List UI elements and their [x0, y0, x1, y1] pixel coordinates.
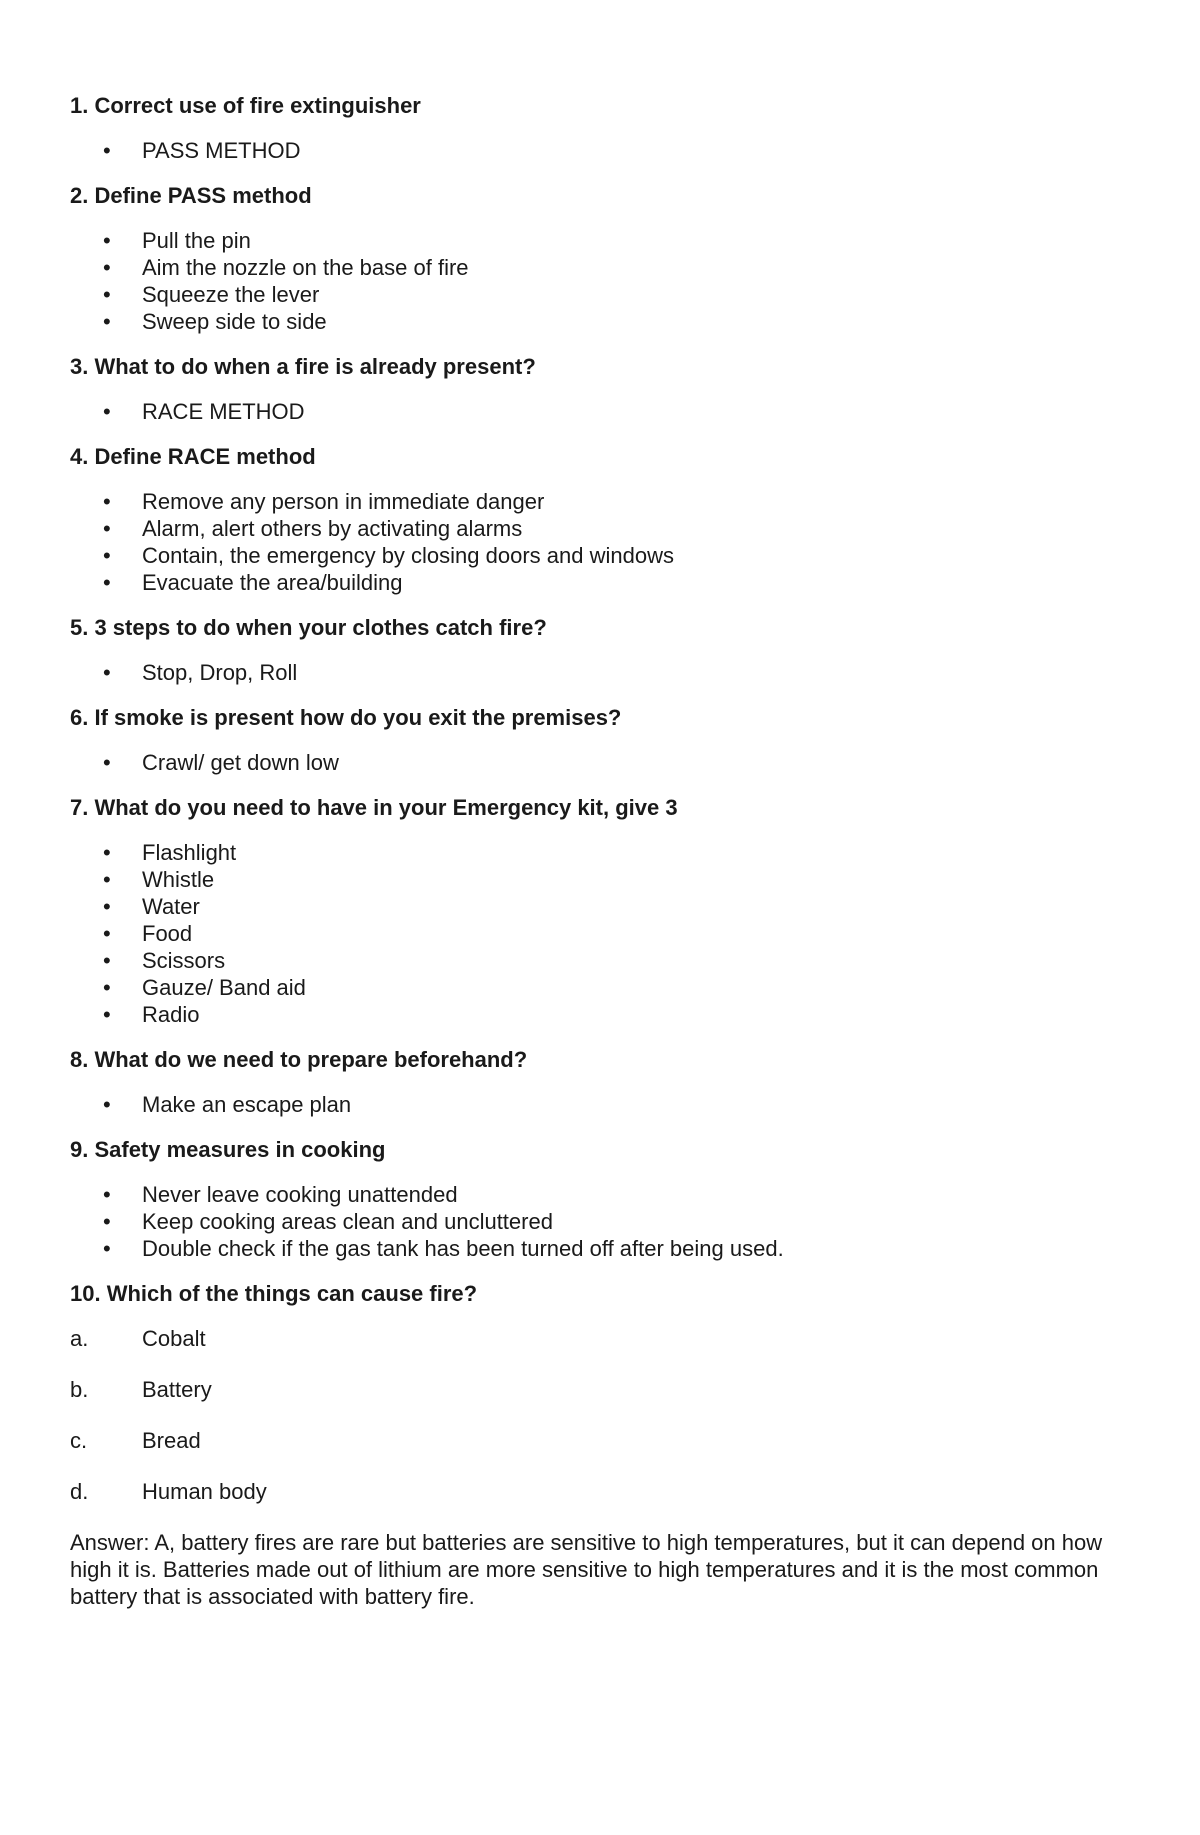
- list-item: [70, 569, 1140, 596]
- question-section: [70, 1046, 1140, 1118]
- list-item: [70, 398, 1140, 425]
- list-item: [70, 1235, 1140, 1262]
- bullet-list: [70, 749, 1140, 776]
- bullet-icon: •: [103, 228, 111, 253]
- list-item-text: Evacuate the area/building: [142, 570, 403, 595]
- list-item-text: Food: [142, 921, 193, 946]
- list-item: [70, 308, 1140, 335]
- bullet-icon: •: [103, 660, 111, 685]
- question-heading: 1. Correct use of fire extinguisher: [70, 93, 421, 118]
- list-item: [70, 749, 1140, 776]
- bullet-list: [70, 398, 1140, 425]
- question-heading: 2. Define PASS method: [70, 183, 312, 208]
- option-text: Human body: [142, 1479, 267, 1504]
- list-item-text: Water: [142, 894, 200, 919]
- option-letter: b.: [70, 1377, 89, 1402]
- bullet-icon: •: [103, 1002, 111, 1027]
- option-letter: d.: [70, 1479, 89, 1504]
- bullet-icon: •: [103, 1236, 111, 1261]
- list-item: [70, 1001, 1140, 1028]
- bullet-icon: •: [103, 1182, 111, 1207]
- list-item: [70, 137, 1140, 164]
- list-item-text: Remove any person in immediate danger: [142, 489, 545, 514]
- option-c: [70, 1427, 1140, 1454]
- option-letter: a.: [70, 1326, 89, 1351]
- list-item: [70, 1208, 1140, 1235]
- list-item: [70, 227, 1140, 254]
- option-a: [70, 1325, 1140, 1352]
- bullet-icon: •: [103, 975, 111, 1000]
- list-item: [70, 542, 1140, 569]
- bullet-list: [70, 1181, 1140, 1262]
- list-item: [70, 1091, 1140, 1118]
- bullet-icon: •: [103, 543, 111, 568]
- question-heading: 10. Which of the things can cause fire?: [70, 1281, 478, 1306]
- option-letter: c.: [70, 1428, 88, 1453]
- question-heading: 8. What do we need to prepare beforehand?: [70, 1047, 528, 1072]
- bullet-list: [70, 1091, 1140, 1118]
- question-section: [70, 704, 1140, 776]
- question-heading: 3. What to do when a fire is already present?: [70, 354, 536, 379]
- bullet-icon: •: [103, 894, 111, 919]
- document-page: [70, 92, 1140, 1610]
- question-section: [70, 794, 1140, 1028]
- bullet-list: [70, 227, 1140, 335]
- question-section: [70, 182, 1140, 335]
- bullet-icon: •: [103, 1092, 111, 1117]
- question-heading: 9. Safety measures in cooking: [70, 1137, 386, 1162]
- bullet-list: [70, 137, 1140, 164]
- list-item-text: Squeeze the lever: [142, 282, 320, 307]
- list-item-text: Flashlight: [142, 840, 237, 865]
- bullet-list: [70, 659, 1140, 686]
- option-text: Cobalt: [142, 1326, 206, 1351]
- question-heading: 7. What do you need to have in your Emergency kit, give 3: [70, 795, 678, 820]
- bullet-icon: •: [103, 489, 111, 514]
- question-10: [70, 1280, 1140, 1610]
- question-heading: 6. If smoke is present how do you exit the premises?: [70, 705, 622, 730]
- list-item: [70, 974, 1140, 1001]
- list-item-text: PASS METHOD: [142, 138, 301, 163]
- bullet-icon: •: [103, 867, 111, 892]
- question-list: [70, 92, 1140, 1262]
- bullet-icon: •: [103, 570, 111, 595]
- list-item-text: Double check if the gas tank has been turned off after being used.: [142, 1236, 784, 1261]
- answer-paragraph: Answer: A, battery fires are rare but batteries are sensitive to high temperatures, but it can depend on how high it is. Batteries made out of lithium are more sensitive to high temperatures and it is the most common battery that is associated with battery fire.: [70, 1530, 1103, 1609]
- list-item: [70, 488, 1140, 515]
- list-item-text: Keep cooking areas clean and uncluttered: [142, 1209, 553, 1234]
- list-item-text: Make an escape plan: [142, 1092, 352, 1117]
- question-heading: 5. 3 steps to do when your clothes catch fire?: [70, 615, 547, 640]
- list-item-text: Pull the pin: [142, 228, 251, 253]
- list-item-text: Whistle: [142, 867, 215, 892]
- bullet-icon: •: [103, 255, 111, 280]
- list-item: [70, 515, 1140, 542]
- bullet-icon: •: [103, 309, 111, 334]
- list-item-text: Aim the nozzle on the base of fire: [142, 255, 469, 280]
- bullet-icon: •: [103, 1209, 111, 1234]
- list-item: [70, 920, 1140, 947]
- list-item-text: Stop, Drop, Roll: [142, 660, 298, 685]
- bullet-list: [70, 488, 1140, 596]
- list-item: [70, 839, 1140, 866]
- list-item-text: Gauze/ Band aid: [142, 975, 306, 1000]
- list-item: [70, 254, 1140, 281]
- list-item: [70, 866, 1140, 893]
- question-section: [70, 1136, 1140, 1262]
- question-section: [70, 353, 1140, 425]
- option-d: [70, 1478, 1140, 1505]
- bullet-icon: •: [103, 516, 111, 541]
- question-section: [70, 614, 1140, 686]
- list-item-text: Radio: [142, 1002, 200, 1027]
- list-item: [70, 893, 1140, 920]
- list-item-text: Sweep side to side: [142, 309, 327, 334]
- option-text: Battery: [142, 1377, 212, 1402]
- option-b: [70, 1376, 1140, 1403]
- bullet-list: [70, 839, 1140, 1028]
- question-section: [70, 443, 1140, 596]
- list-item-text: Scissors: [142, 948, 226, 973]
- list-item: [70, 1181, 1140, 1208]
- question-heading: 4. Define RACE method: [70, 444, 316, 469]
- list-item-text: Never leave cooking unattended: [142, 1182, 458, 1207]
- list-item: [70, 947, 1140, 974]
- bullet-icon: •: [103, 399, 111, 424]
- list-item: [70, 281, 1140, 308]
- question-section: [70, 92, 1140, 164]
- bullet-icon: •: [103, 138, 111, 163]
- bullet-icon: •: [103, 750, 111, 775]
- bullet-icon: •: [103, 921, 111, 946]
- list-item-text: RACE METHOD: [142, 399, 305, 424]
- list-item: [70, 659, 1140, 686]
- option-text: Bread: [142, 1428, 201, 1453]
- bullet-icon: •: [103, 948, 111, 973]
- bullet-icon: •: [103, 282, 111, 307]
- bullet-icon: •: [103, 840, 111, 865]
- list-item-text: Crawl/ get down low: [142, 750, 339, 775]
- list-item-text: Alarm, alert others by activating alarms: [142, 516, 523, 541]
- list-item-text: Contain, the emergency by closing doors and windows: [142, 543, 674, 568]
